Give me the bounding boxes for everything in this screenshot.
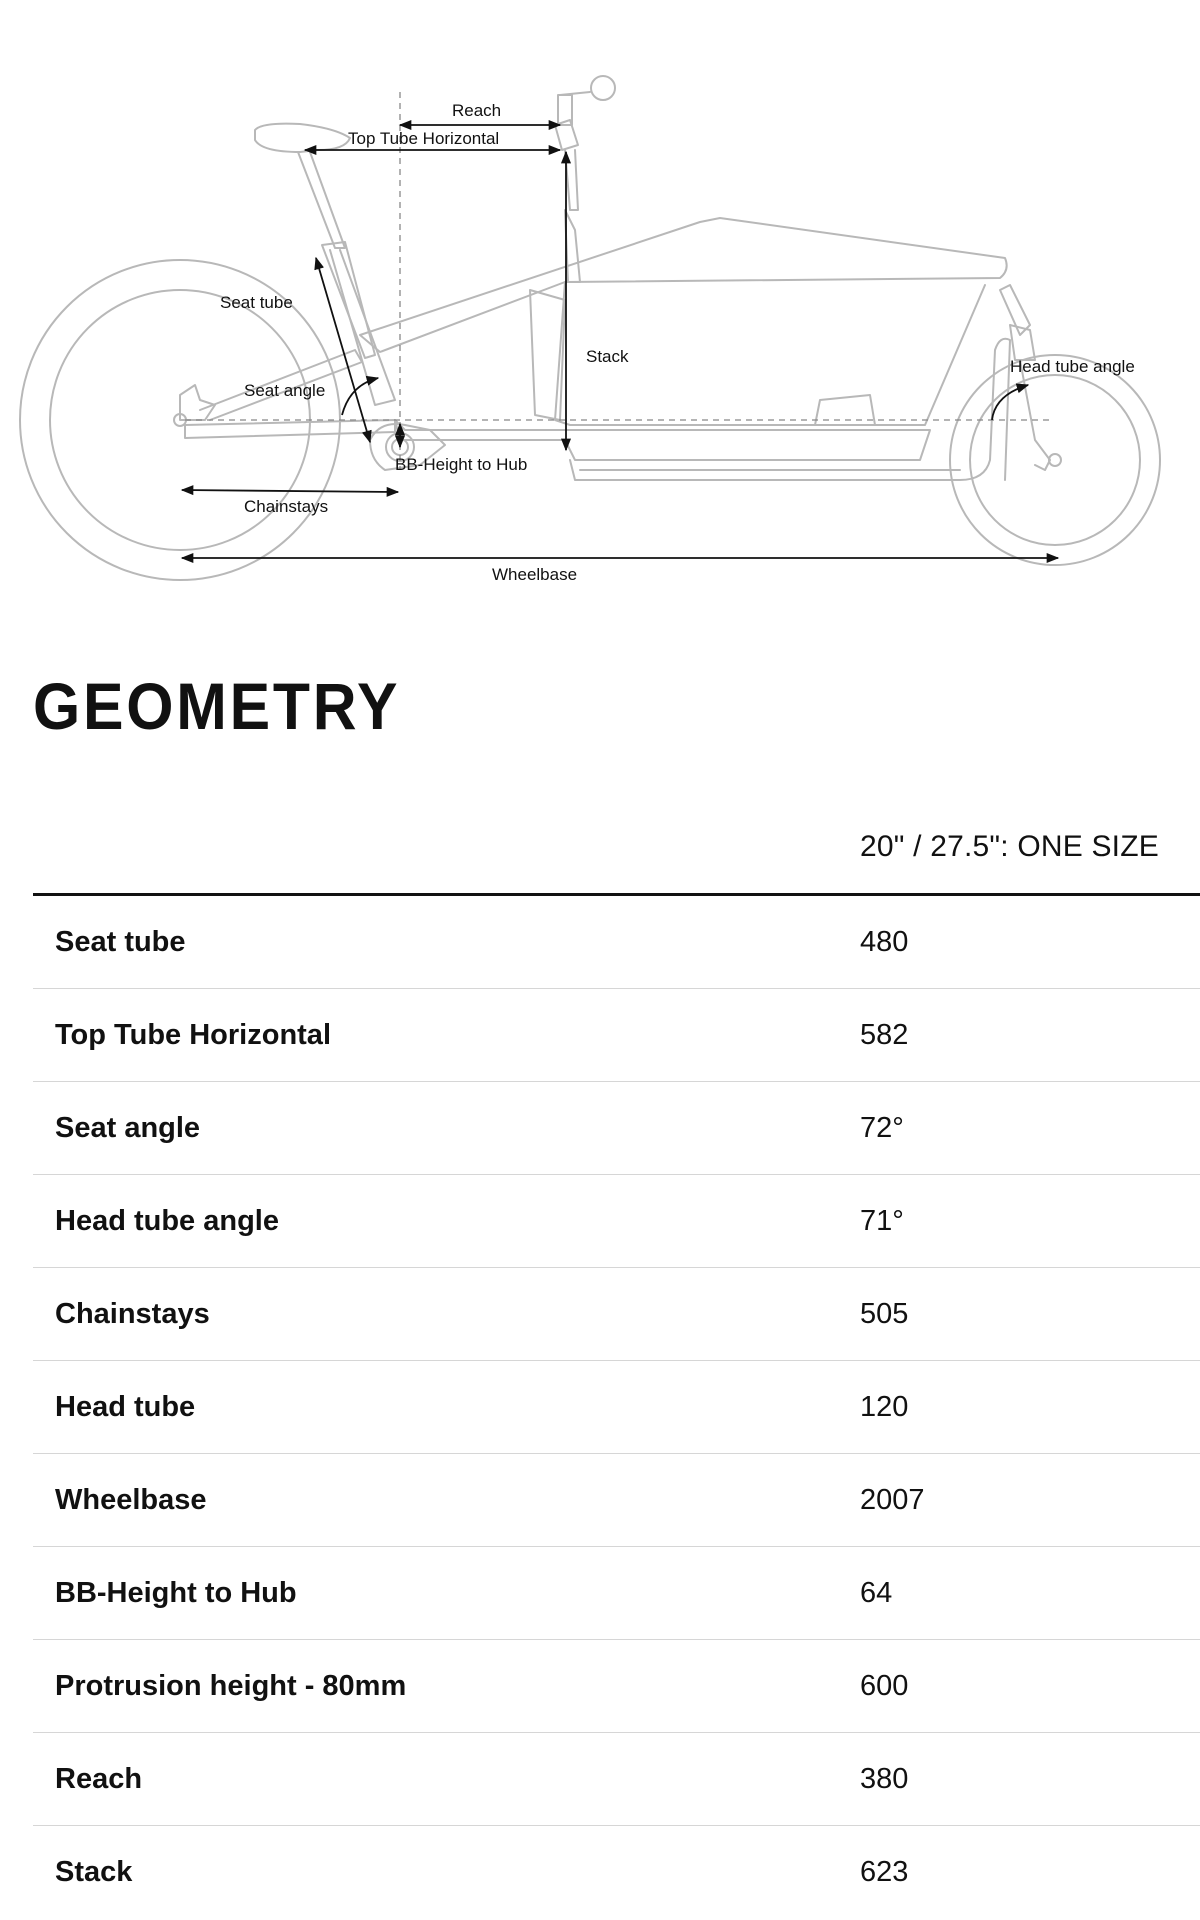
table-row [33,1175,1200,1268]
label-chainstays: Chainstays [244,497,329,516]
row-value: 480 [860,926,909,958]
table-row [33,1082,1200,1175]
label-seat-angle: Seat angle [244,381,326,400]
bike-geometry-diagram [0,0,1200,600]
table-row [33,1361,1200,1454]
label-reach: Reach [452,101,502,120]
row-value: 505 [860,1298,909,1330]
row-value: 600 [860,1670,909,1702]
row-value: 64 [860,1577,893,1609]
size-header-label: 20" / 27.5": ONE SIZE [860,830,1159,863]
label-top-tube: Top Tube Horizontal [348,129,500,148]
row-label: Wheelbase [55,1484,207,1516]
row-label: Top Tube Horizontal [55,1019,331,1051]
table-row [33,1454,1200,1547]
row-label: Head tube angle [55,1205,279,1237]
row-label: Seat tube [55,926,186,958]
row-value: 71° [860,1205,904,1237]
bike-frame-drawing [20,76,1160,580]
table-row [33,1733,1200,1826]
row-label: Head tube [55,1391,196,1423]
label-bb-height: BB-Height to Hub [395,455,528,474]
page-title: GEOMETRY [33,669,401,743]
table-row [33,989,1200,1082]
row-value: 120 [860,1391,909,1423]
row-value: 2007 [860,1484,925,1516]
label-seat-tube: Seat tube [220,293,293,312]
label-head-tube-angle: Head tube angle [1010,357,1135,376]
label-wheelbase: Wheelbase [492,565,578,584]
row-label: BB-Height to Hub [55,1577,297,1609]
row-label: Chainstays [55,1298,210,1330]
label-stack: Stack [586,347,629,366]
table-row [33,1640,1200,1733]
table-row [33,1547,1200,1640]
row-value: 72° [860,1112,904,1144]
row-label: Stack [55,1856,133,1888]
table-row [33,896,1200,989]
row-label: Reach [55,1763,143,1795]
geometry-table [33,800,1200,1918]
row-value: 623 [860,1856,909,1888]
table-row [33,1268,1200,1361]
row-value: 380 [860,1763,909,1795]
row-label: Protrusion height - 80mm [55,1670,407,1702]
table-row [33,1826,1200,1918]
row-label: Seat angle [55,1112,201,1144]
row-value: 582 [860,1019,909,1051]
size-header [33,800,1200,896]
